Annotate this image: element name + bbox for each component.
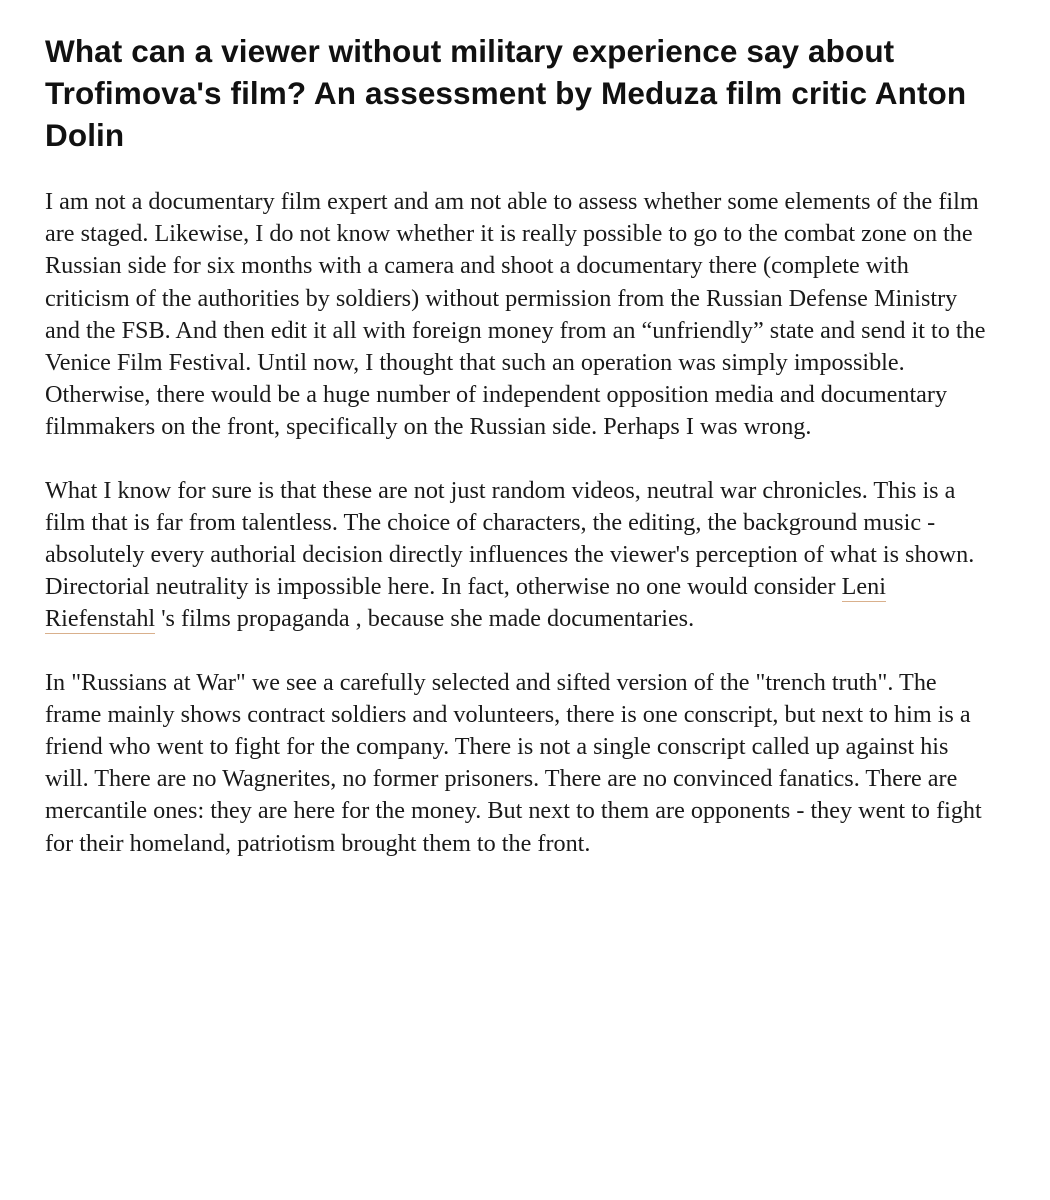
paragraph-2-text-after-link: 's films propaganda , because she made documentaries.	[155, 605, 695, 633]
leni-riefenstahl-link[interactable]: Leni Riefenstahl	[45, 573, 886, 633]
article-headline: What can a viewer without military experience say about Trofimova's film? An assessment by Meduza film critic Anton Dolin	[45, 33, 967, 153]
paragraph-3: In "Russians at War" we see a carefully selected and sifted version of the "trench truth". The frame mainly shows contract soldiers and volunteers, there is one conscript, but next to him is a friend who went to fight for the company. There is not a single conscript called up against his will. There are no Wagnerites, no former prisoners. There are no convinced fanatics. There are mercantile ones: they are here for the money. But next to them are opponents - they went to fight for their homeland, patriotism brought them to the front.	[45, 668, 982, 857]
paragraph-1: I am not a documentary film expert and am not able to assess whether some elements of the film are staged. Likewise, I do not know whether it is really possible to go to the combat zone on the Russian side for six months with a camera and shoot a documentary there (complete with criticism of the authorities by soldiers) without permission from the Russian Defense Ministry and the FSB. And then edit it all with foreign money from an “unfriendly” state and send it to the Venice Film Festival. Until now, I thought that such an operation was simply impossible. Otherwise, there would be a huge number of independent opposition media and documentary filmmakers on the front, specifically on the Russian side. Perhaps I was wrong.	[45, 188, 986, 441]
paragraph-2-text-before-link: What I know for sure is that these are not just random videos, neutral war chronicles. This is a film that is far from talentless. The choice of characters, the editing, the background music - absolutely every authorial decision directly influences the viewer's perception of what is shown. Directorial neutrality is impossible here. In fact, otherwise no one would consider	[45, 476, 975, 601]
article	[45, 30, 995, 860]
paragraph-2	[45, 475, 995, 636]
